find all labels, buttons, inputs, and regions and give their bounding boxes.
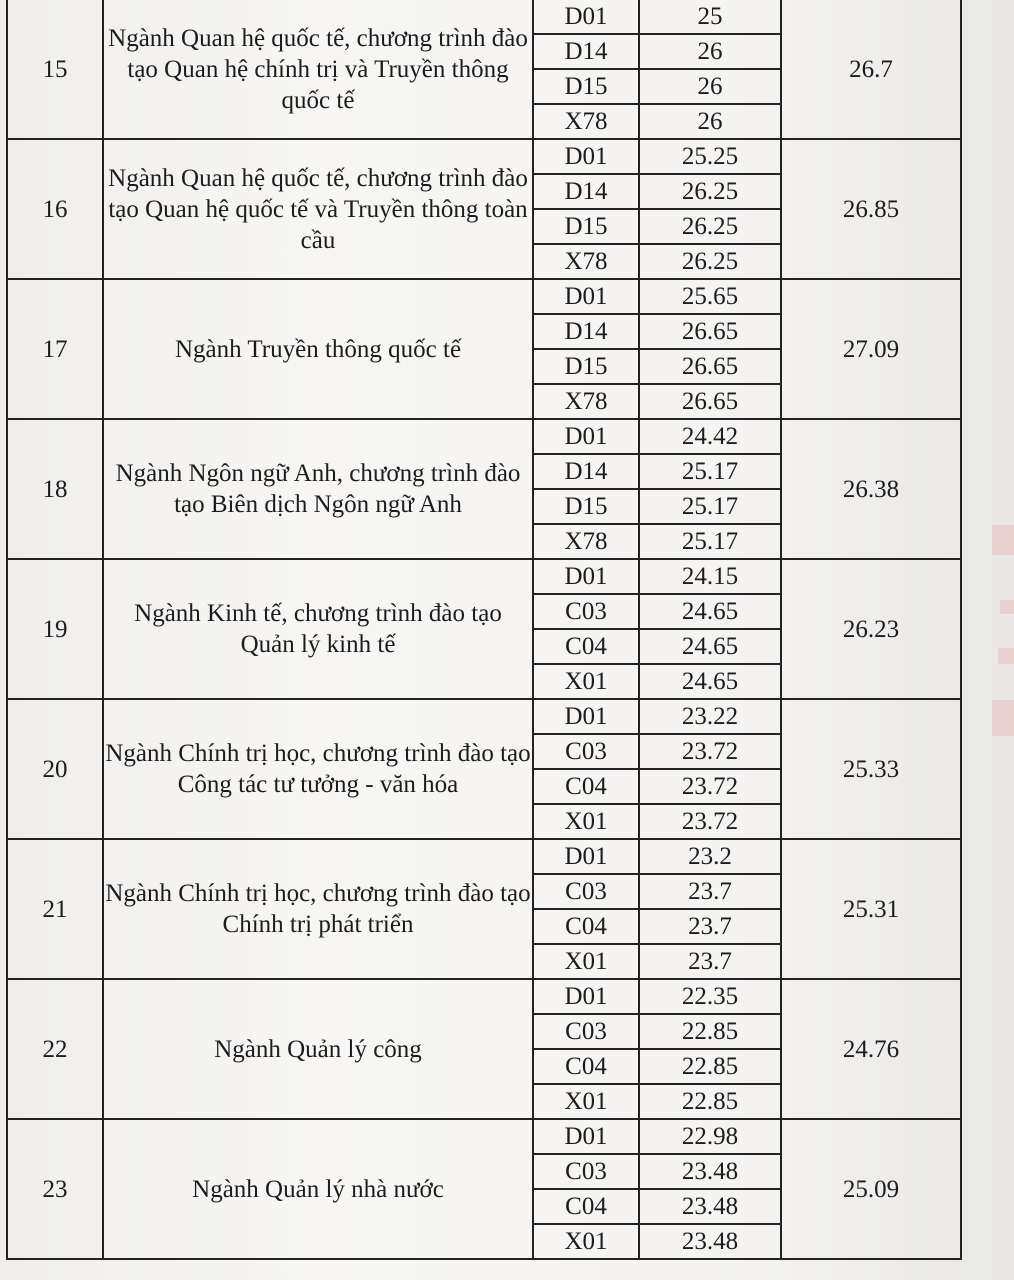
combination-score: 23.22 bbox=[639, 699, 781, 734]
subject-combination: C03 bbox=[533, 874, 639, 909]
subject-combination: D01 bbox=[533, 0, 639, 34]
program-name: Ngành Quản lý nhà nước bbox=[103, 1119, 533, 1259]
combination-score: 25 bbox=[639, 0, 781, 34]
subject-combination: X01 bbox=[533, 804, 639, 839]
combination-score: 26 bbox=[639, 104, 781, 139]
combination-score: 22.85 bbox=[639, 1049, 781, 1084]
table-row bbox=[7, 979, 961, 1014]
combination-score: 26 bbox=[639, 34, 781, 69]
combination-score: 22.85 bbox=[639, 1084, 781, 1119]
subject-combination: D14 bbox=[533, 454, 639, 489]
combination-score: 26.25 bbox=[639, 174, 781, 209]
table-body bbox=[7, 0, 961, 1259]
combination-score: 24.65 bbox=[639, 629, 781, 664]
program-name: Ngành Quan hệ quốc tế, chương trình đào tạo Quan hệ quốc tế và Truyền thông toàn cầu bbox=[103, 139, 533, 279]
subject-combination: X78 bbox=[533, 384, 639, 419]
combination-score: 23.48 bbox=[639, 1189, 781, 1224]
final-score: 26.23 bbox=[781, 559, 961, 699]
subject-combination: C04 bbox=[533, 909, 639, 944]
subject-combination: X78 bbox=[533, 104, 639, 139]
table-row bbox=[7, 699, 961, 734]
subject-combination: C04 bbox=[533, 1189, 639, 1224]
combination-score: 23.7 bbox=[639, 909, 781, 944]
stamp-fragment bbox=[992, 700, 1014, 736]
table-row bbox=[7, 559, 961, 594]
final-score: 26.38 bbox=[781, 419, 961, 559]
combination-score: 23.48 bbox=[639, 1224, 781, 1259]
subject-combination: D14 bbox=[533, 314, 639, 349]
combination-score: 26.65 bbox=[639, 349, 781, 384]
combination-score: 25.17 bbox=[639, 524, 781, 559]
row-number: 16 bbox=[7, 139, 103, 279]
combination-score: 25.17 bbox=[639, 454, 781, 489]
combination-score: 23.72 bbox=[639, 769, 781, 804]
subject-combination: D01 bbox=[533, 279, 639, 314]
combination-score: 23.48 bbox=[639, 1154, 781, 1189]
combination-score: 26.65 bbox=[639, 314, 781, 349]
combination-score: 26.65 bbox=[639, 384, 781, 419]
subject-combination: X01 bbox=[533, 944, 639, 979]
row-number: 17 bbox=[7, 279, 103, 419]
combination-score: 22.85 bbox=[639, 1014, 781, 1049]
combination-score: 23.72 bbox=[639, 734, 781, 769]
combination-score: 24.15 bbox=[639, 559, 781, 594]
row-number: 21 bbox=[7, 839, 103, 979]
final-score: 26.7 bbox=[781, 0, 961, 139]
table-row bbox=[7, 279, 961, 314]
program-name: Ngành Chính trị học, chương trình đào tạo Công tác tư tưởng - văn hóa bbox=[103, 699, 533, 839]
subject-combination: D15 bbox=[533, 209, 639, 244]
subject-combination: C04 bbox=[533, 629, 639, 664]
row-number: 20 bbox=[7, 699, 103, 839]
combination-score: 25.25 bbox=[639, 139, 781, 174]
subject-combination: C03 bbox=[533, 734, 639, 769]
subject-combination: X78 bbox=[533, 244, 639, 279]
admission-score-table bbox=[6, 0, 962, 1260]
subject-combination: D01 bbox=[533, 979, 639, 1014]
stamp-fragment bbox=[998, 648, 1014, 664]
combination-score: 22.98 bbox=[639, 1119, 781, 1154]
row-number: 19 bbox=[7, 559, 103, 699]
subject-combination: D01 bbox=[533, 699, 639, 734]
program-name: Ngành Chính trị học, chương trình đào tạo Chính trị phát triển bbox=[103, 839, 533, 979]
row-number: 18 bbox=[7, 419, 103, 559]
combination-score: 23.7 bbox=[639, 944, 781, 979]
final-score: 25.31 bbox=[781, 839, 961, 979]
table-row bbox=[7, 139, 961, 174]
subject-combination: D01 bbox=[533, 839, 639, 874]
table-row bbox=[7, 0, 961, 34]
row-number: 23 bbox=[7, 1119, 103, 1259]
combination-score: 24.65 bbox=[639, 664, 781, 699]
combination-score: 24.42 bbox=[639, 419, 781, 454]
subject-combination: D01 bbox=[533, 1119, 639, 1154]
subject-combination: X01 bbox=[533, 1224, 639, 1259]
subject-combination: D15 bbox=[533, 69, 639, 104]
final-score: 25.33 bbox=[781, 699, 961, 839]
subject-combination: D15 bbox=[533, 349, 639, 384]
row-number: 15 bbox=[7, 0, 103, 139]
combination-score: 22.35 bbox=[639, 979, 781, 1014]
subject-combination: C03 bbox=[533, 594, 639, 629]
subject-combination: X01 bbox=[533, 1084, 639, 1119]
subject-combination: D15 bbox=[533, 489, 639, 524]
row-number: 22 bbox=[7, 979, 103, 1119]
table-row bbox=[7, 419, 961, 454]
subject-combination: D14 bbox=[533, 34, 639, 69]
combination-score: 23.7 bbox=[639, 874, 781, 909]
table-row bbox=[7, 1119, 961, 1154]
subject-combination: X01 bbox=[533, 664, 639, 699]
subject-combination: C04 bbox=[533, 1049, 639, 1084]
stamp-fragment bbox=[992, 525, 1014, 555]
final-score: 27.09 bbox=[781, 279, 961, 419]
program-name: Ngành Quản lý công bbox=[103, 979, 533, 1119]
subject-combination: D01 bbox=[533, 139, 639, 174]
program-name: Ngành Quan hệ quốc tế, chương trình đào tạo Quan hệ chính trị và Truyền thông quốc tế bbox=[103, 0, 533, 139]
combination-score: 24.65 bbox=[639, 594, 781, 629]
combination-score: 26 bbox=[639, 69, 781, 104]
subject-combination: D01 bbox=[533, 419, 639, 454]
table-row bbox=[7, 839, 961, 874]
combination-score: 23.72 bbox=[639, 804, 781, 839]
final-score: 24.76 bbox=[781, 979, 961, 1119]
subject-combination: C03 bbox=[533, 1014, 639, 1049]
program-name: Ngành Ngôn ngữ Anh, chương trình đào tạo Biên dịch Ngôn ngữ Anh bbox=[103, 419, 533, 559]
stamp-fragment bbox=[1000, 600, 1014, 614]
subject-combination: C03 bbox=[533, 1154, 639, 1189]
program-name: Ngành Truyền thông quốc tế bbox=[103, 279, 533, 419]
subject-combination: D14 bbox=[533, 174, 639, 209]
combination-score: 25.17 bbox=[639, 489, 781, 524]
final-score: 26.85 bbox=[781, 139, 961, 279]
final-score: 25.09 bbox=[781, 1119, 961, 1259]
program-name: Ngành Kinh tế, chương trình đào tạo Quản lý kinh tế bbox=[103, 559, 533, 699]
combination-score: 25.65 bbox=[639, 279, 781, 314]
combination-score: 26.25 bbox=[639, 209, 781, 244]
combination-score: 26.25 bbox=[639, 244, 781, 279]
combination-score: 23.2 bbox=[639, 839, 781, 874]
subject-combination: C04 bbox=[533, 769, 639, 804]
subject-combination: D01 bbox=[533, 559, 639, 594]
subject-combination: X78 bbox=[533, 524, 639, 559]
